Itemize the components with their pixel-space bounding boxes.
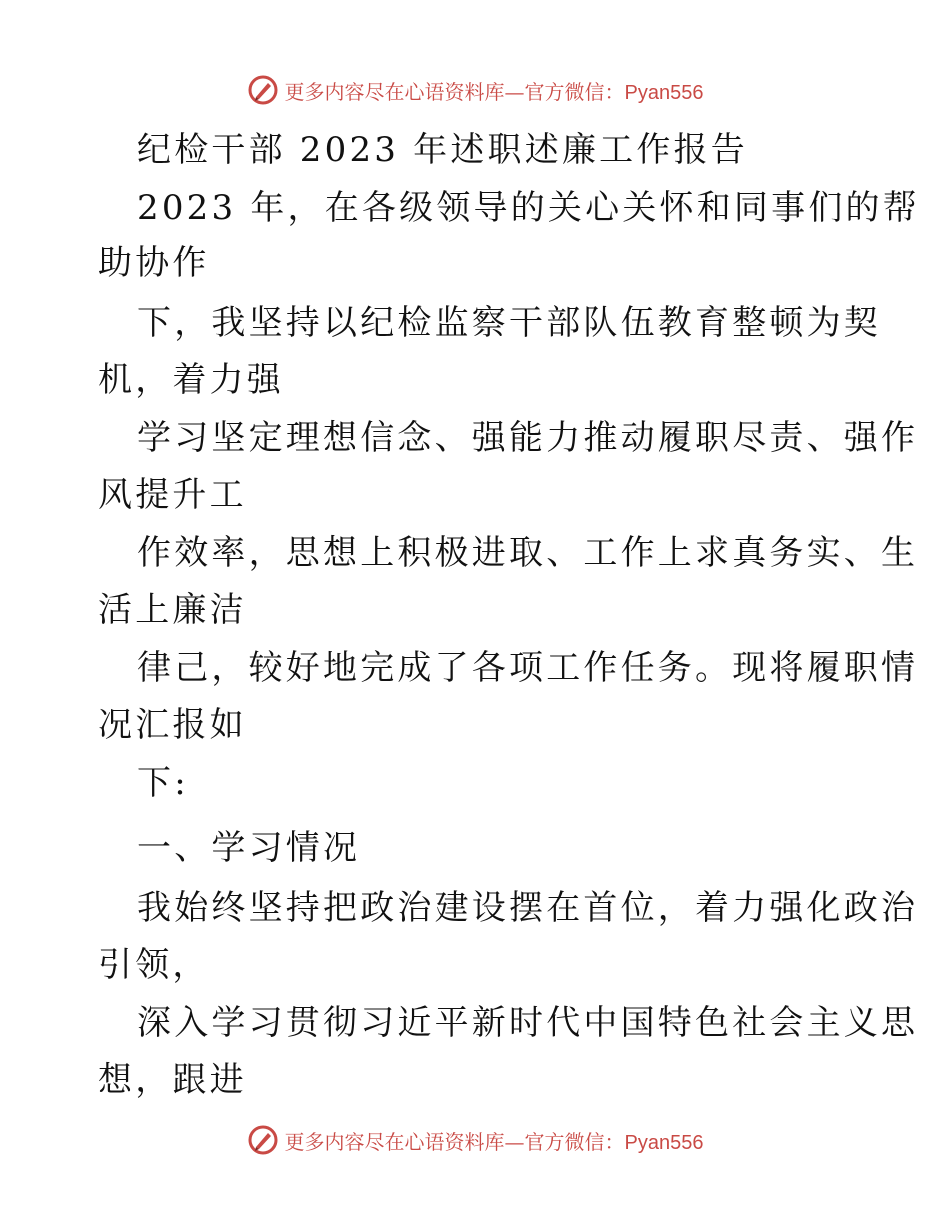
paragraph-line: 下，我坚持以纪检监察干部队伍教育整顿为契 — [137, 303, 881, 343]
pen-circle-logo-icon — [247, 1124, 279, 1156]
header-banner — [0, 70, 950, 110]
paragraph-line: 风提升工 — [98, 475, 247, 515]
paragraph-line: 律己，较好地完成了各项工作任务。现将履职情 — [137, 648, 919, 688]
paragraph-line: 活上廉洁 — [98, 590, 247, 630]
section-heading: 一、学习情况 — [137, 828, 361, 868]
banner-text: 更多内容尽在心语资料库—官方微信：Pyan556 — [284, 79, 704, 104]
paragraph-line: 机，着力强 — [98, 360, 284, 400]
footer-banner — [0, 1120, 950, 1160]
banner-text: 更多内容尽在心语资料库—官方微信：Pyan556 — [284, 1129, 704, 1154]
paragraph-line: 想，跟进 — [98, 1060, 247, 1100]
paragraph-line: 引领， — [98, 945, 210, 985]
wechat-id: Pyan556 — [624, 1131, 704, 1154]
paragraph-line: 2023 年，在各级领导的关心关怀和同事们的帮 — [137, 188, 920, 228]
paragraph-line: 下: — [137, 763, 189, 803]
wechat-id: Pyan556 — [624, 81, 704, 104]
document-title: 纪检干部 2023 年述职述廉工作报告 — [137, 130, 748, 170]
paragraph-line: 我始终坚持把政治建设摆在首位，着力强化政治 — [137, 888, 919, 928]
paragraph-line: 深入学习贯彻习近平新时代中国特色社会主义思 — [137, 1003, 919, 1043]
paragraph-line: 助协作 — [98, 243, 210, 283]
paragraph-line: 作效率，思想上积极进取、工作上求真务实、生 — [137, 533, 919, 573]
paragraph-line: 学习坚定理想信念、强能力推动履职尽责、强作 — [137, 418, 919, 458]
pen-circle-logo-icon — [247, 74, 279, 106]
paragraph-line: 况汇报如 — [98, 705, 247, 745]
